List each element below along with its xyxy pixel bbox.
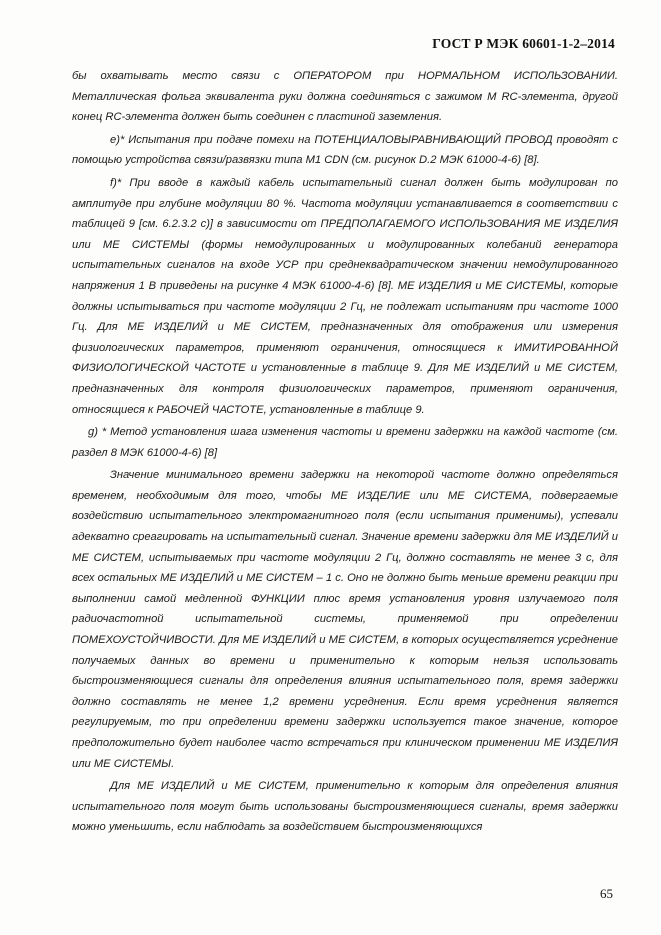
paragraph-item-e: е)* Испытания при подаче помехи на ПОТЕНЦИАЛОВЫРАВНИВАЮЩИЙ ПРОВОД проводят с помощью устройства связи/развязки типа M1 CDN (см. рисунок D.2 МЭК 61000-4-6) [8]. (72, 133, 618, 167)
paragraph-continuation: бы охватывать место связи с ОПЕРАТОРОМ при НОРМАЛЬНОМ ИСПОЛЬЗОВАНИИ. Металлическая фольга эквивалента руки должна соединяться с зажимом М RC-элемента, другой конец RC-элемента должен быть соединен с пластиной заземления. (72, 70, 618, 124)
standard-header: ГОСТ Р МЭК 60601-1-2–2014 (432, 36, 615, 51)
paragraph-item-f: f)* При вводе в каждый кабель испытательный сигнал должен быть модулирован по амплитуде при глубине модуляции 80 %. Частота модуляции устанавливается в соответствии с таблицей 9 [см. 6.2.3.2 с)] в зависимости от ПРЕДПОЛАГАЕМОГО ИСПОЛЬЗОВАНИЯ МЕ ИЗДЕЛИЯ или МЕ СИСТЕМЫ (формы немодулированных и модулированных колебаний генератора испытательных сигналов на входе УСР при среднеквадратическом значении немодулированного напряжения 1 В приведены на рисунке 4 МЭК 61000-4-6) [8]. МЕ ИЗДЕЛИЯ и МЕ СИСТЕМЫ, которые должны испытываться при частоте модуляции 2 Гц, не подлежат испытаниям при частоте 1000 Гц. Для МЕ ИЗДЕЛИЙ и МЕ СИСТЕМ, предназначенных для отображения или измерения физиологических параметров, применяют ограничения, относящиеся к ИМИТИРОВАННОЙ ФИЗИОЛОГИЧЕСКОЙ ЧАСТОТЕ и установленные в таблице 9. Для МЕ ИЗДЕЛИЙ и МЕ СИСТЕМ, предназначенных для контроля физиологических параметров, применяют ограничения, относящиеся к РАБОЧЕЙ ЧАСТОТЕ, установленные в таблице 9. (72, 176, 618, 416)
paragraph-fast-signals: Для МЕ ИЗДЕЛИЙ и МЕ СИСТЕМ, применительно к которым для определения влияния испытательного поля могут быть использованы быстроизменяющиеся сигналы, время задержки можно уменьшить, если наблюдать за воздействием быстроизменяющихся (72, 780, 618, 834)
paragraph-delay-time: Значение минимального времени задержки на некоторой частоте должно определяться временем, необходимым для того, чтобы МЕ ИЗДЕЛИЕ или МЕ СИСТЕМА, подвергаемые воздействию испытательного электромагнитного поля (если испытания применимы), успевали адекватно среагировать на испытательный сигнал. Значение времени задержки для МЕ ИЗДЕЛИЙ и МЕ СИСТЕМ, испытываемых при частоте модуляции 2 Гц, должно составлять не менее 3 с, для всех остальных МЕ ИЗДЕЛИЙ и МЕ СИСТЕМ – 1 с. Оно не должно быть меньше времени реакции при выполнении самой медленной ФУНКЦИИ плюс время установления уровня излучаемого поля радиочастотной испытательной системы, применяемой при определении ПОМЕХОУСТОЙЧИВОСТИ. Для МЕ ИЗДЕЛИЙ и МЕ СИСТЕМ, в которых осуществляется усреднение получаемых данных во времени и применительно к которым нельзя использовать быстроизменяющиеся сигналы для определения влияния испытательного поля, время задержки должно составлять не менее 1,2 времени усреднения. Если время усреднения является регулируемым, то при определении времени задержки используется такое значение, которое предположительно будет наиболее часто встречаться при клиническом применении МЕ ИЗДЕЛИЯ или МЕ СИСТЕМЫ. (72, 469, 618, 770)
page-number: 65 (600, 886, 613, 901)
paragraph-item-g: g) * Метод установления шага изменения частоты и времени задержки на каждой частоте (см. раздел 8 МЭК 61000-4-6) [8] (72, 426, 618, 459)
body-text (72, 66, 618, 840)
